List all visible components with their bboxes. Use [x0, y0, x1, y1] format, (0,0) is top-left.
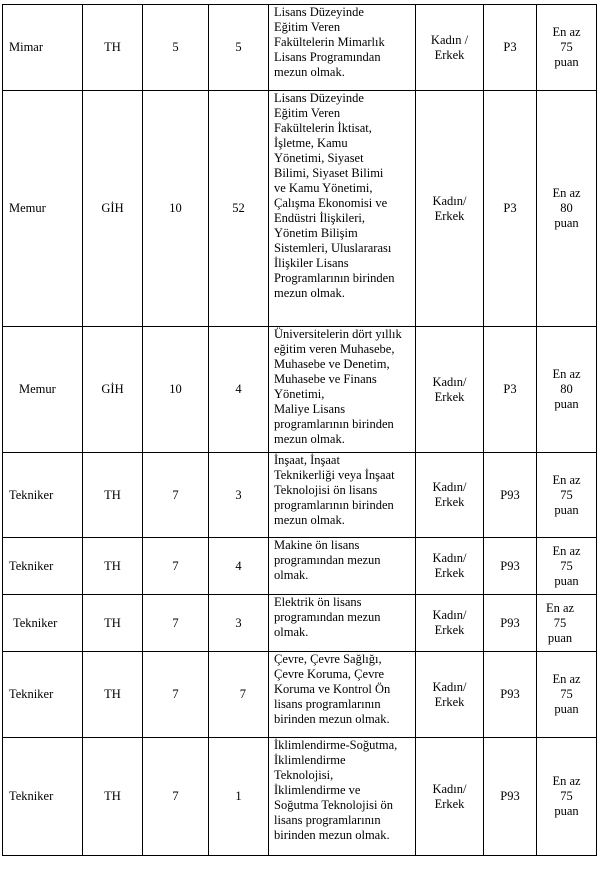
table-row	[3, 5, 597, 91]
position-title: Tekniker	[3, 453, 83, 538]
position-type: TH	[83, 738, 143, 856]
gender-text: Kadın/ Erkek	[432, 551, 467, 580]
gender-text: Kadın / Erkek	[430, 32, 469, 62]
count-2: 4	[209, 538, 269, 595]
min-score-text: En az 75 puan	[552, 25, 581, 69]
min-score-text: En az 75 puan	[552, 472, 581, 517]
gender-text: Kadın/ Erkek	[432, 781, 467, 811]
count-2: 52	[209, 91, 269, 327]
count-2: 4	[209, 327, 269, 453]
position-title: Memur	[3, 327, 83, 453]
score-type-code: P93	[484, 453, 537, 538]
positions-table	[2, 4, 597, 856]
count-1: 5	[143, 5, 209, 91]
score-type-code: P93	[484, 595, 537, 652]
score-type-code: P3	[484, 91, 537, 327]
position-title: Tekniker	[3, 595, 83, 652]
table-row	[3, 327, 597, 453]
position-type: GİH	[83, 91, 143, 327]
score-type-code: P93	[484, 538, 537, 595]
count-1: 7	[143, 595, 209, 652]
count-1: 10	[143, 91, 209, 327]
position-title: Mimar	[3, 5, 83, 91]
score-type-code: P3	[484, 5, 537, 91]
position-title: Tekniker	[3, 538, 83, 595]
position-type: TH	[83, 652, 143, 738]
count-1: 10	[143, 327, 209, 453]
requirement-text: İnşaat, İnşaat Teknikerliği veya İnşaat Teknolojisi ön lisans programlarının birinden mezun olmak.	[274, 453, 395, 527]
min-score-text: En az 75 puan	[552, 543, 581, 588]
table-row	[3, 453, 597, 538]
requirement-text: Lisans Düzeyinde Eğitim Veren Fakültelerin Mimarlık Lisans Programından mezun olmak.	[274, 5, 385, 79]
score-type-code: P3	[484, 327, 537, 453]
min-score-text: En az 75 puan	[552, 672, 581, 716]
table-row	[3, 538, 597, 595]
gender-text: Kadın/ Erkek	[432, 608, 467, 637]
requirement-text: Makine ön lisans programından mezun olmak.	[274, 538, 381, 582]
requirement-text: Elektrik ön lisans programından mezun olmak.	[274, 595, 381, 639]
position-title: Memur	[3, 91, 83, 327]
position-type: TH	[83, 595, 143, 652]
count-1: 7	[143, 738, 209, 856]
count-1: 7	[143, 652, 209, 738]
table-row	[3, 595, 597, 652]
position-title: Tekniker	[3, 652, 83, 738]
gender-text: Kadın/ Erkek	[432, 679, 467, 709]
min-score-text: En az 75 puan	[545, 600, 575, 645]
position-type: TH	[83, 538, 143, 595]
position-title: Tekniker	[3, 738, 83, 856]
position-type: TH	[83, 453, 143, 538]
table-row	[3, 91, 597, 327]
position-type: GİH	[83, 327, 143, 453]
count-2: 5	[209, 5, 269, 91]
gender-text: Kadın/ Erkek	[432, 480, 467, 509]
count-2: 7	[209, 652, 269, 738]
min-score-text: En az 75 puan	[552, 774, 581, 818]
requirement-text: Lisans Düzeyinde Eğitim Veren Fakültelerin İktisat, İşletme, Kamu Yönetimi, Siyaset Bilimi, Siyaset Bilimi ve Kamu Yönetimi, Çalışma Ekonomisi ve Endüstri İlişkileri, Yönetim Bilişim Sistemleri, Uluslararası İlişkiler Lisans Programlarının birinden mezun olmak.	[274, 91, 395, 300]
count-2: 1	[209, 738, 269, 856]
min-score-text: En az 80 puan	[552, 186, 581, 230]
requirement-text: İklimlendirme-Soğutma, İklimlendirme Teknolojisi, İklimlendirme ve Soğutma Teknolojisi ön lisans programlarının birinden mezun olmak.	[274, 738, 398, 842]
score-type-code: P93	[484, 738, 537, 856]
requirement-text: Üniversitelerin dört yıllık eğitim veren Muhasebe, Muhasebe ve Denetim, Muhasebe ve Finans Yönetimi, Maliye Lisans programlarının birinden mezun olmak.	[274, 327, 402, 446]
table-row	[3, 738, 597, 856]
gender-text: Kadın/ Erkek	[432, 193, 467, 223]
gender-text: Kadın/ Erkek	[432, 374, 467, 404]
table-row	[3, 652, 597, 738]
count-1: 7	[143, 538, 209, 595]
requirement-text: Çevre, Çevre Sağlığı, Çevre Koruma, Çevre Koruma ve Kontrol Ön lisans programlarının birinden mezun olmak.	[274, 652, 391, 726]
count-2: 3	[209, 595, 269, 652]
count-1: 7	[143, 453, 209, 538]
count-2: 3	[209, 453, 269, 538]
position-type: TH	[83, 5, 143, 91]
score-type-code: P93	[484, 652, 537, 738]
min-score-text: En az 80 puan	[552, 367, 581, 411]
